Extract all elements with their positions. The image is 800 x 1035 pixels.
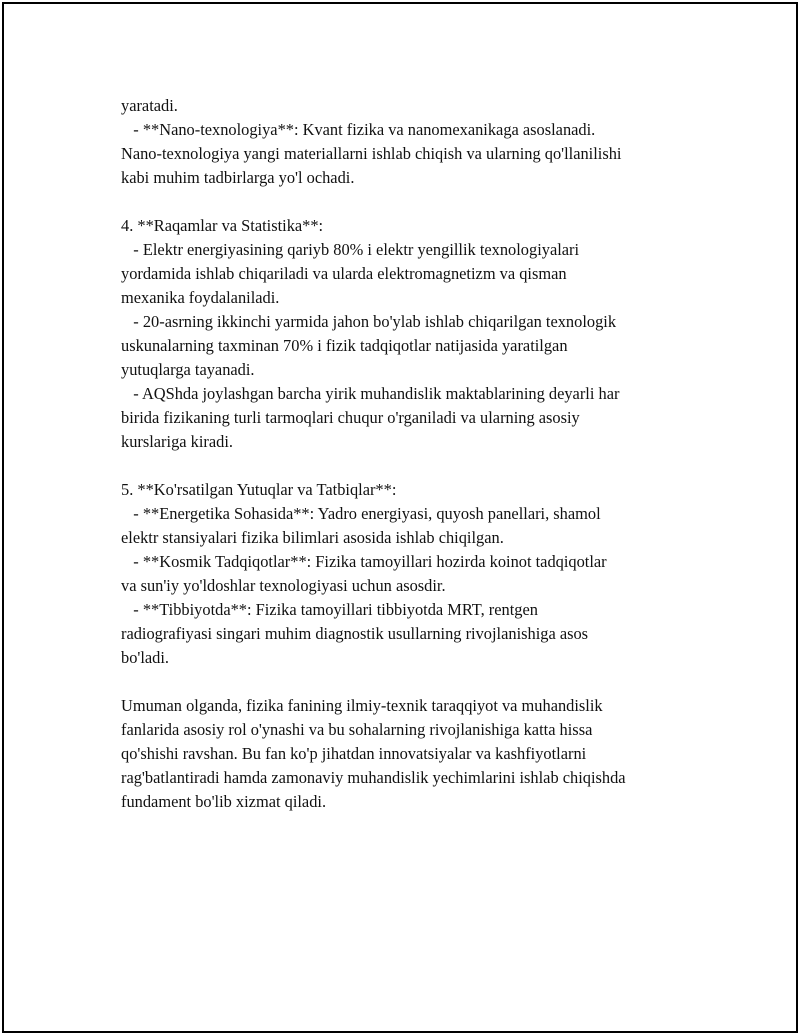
document-body bbox=[121, 94, 721, 814]
section-heading: 4. **Raqamlar va Statistika**: bbox=[121, 216, 324, 235]
list-item-space-research: - **Kosmik Tadqiqotlar**: Fizika tamoyillari hozirda koinot tadqiqotlar bbox=[121, 552, 607, 571]
text-line: qo'shishi ravshan. Bu fan ko'p jihatdan innovatsiyalar va kashfiyotlarni bbox=[121, 744, 587, 763]
section-heading: 5. **Ko'rsatilgan Yutuqlar va Tatbiqlar**: bbox=[121, 480, 397, 499]
section-achievements bbox=[121, 478, 721, 670]
list-item-electric-energy: - Elektr energiyasining qariyb 80% i elektr yengillik texnologiyalari bbox=[121, 240, 580, 259]
text-line: elektr stansiyalari fizika bilimlari asosida ishlab chiqilgan. bbox=[121, 528, 504, 547]
text-line: yutuqlarga tayanadi. bbox=[121, 360, 255, 379]
list-item-medicine: - **Tibbiyotda**: Fizika tamoyillari tibbiyotda MRT, rentgen bbox=[121, 600, 538, 619]
text-line: uskunalarning taxminan 70% i fizik tadqiqotlar natijasida yaratilgan bbox=[121, 336, 568, 355]
text-line: Nano-texnologiya yangi materiallarni ishlab chiqish va ularning qo'llanilishi bbox=[121, 144, 622, 163]
text-line: kurslariga kiradi. bbox=[121, 432, 233, 451]
text-line: yaratadi. bbox=[121, 96, 178, 115]
text-line: birida fizikaning turli tarmoqlari chuqur o'rganiladi va ularning asosiy bbox=[121, 408, 580, 427]
text-line: yordamida ishlab chiqariladi va ularda elektromagnetizm va qisman bbox=[121, 264, 567, 283]
text-line: bo'ladi. bbox=[121, 648, 170, 667]
text-line: Umuman olganda, fizika fanining ilmiy-texnik taraqqiyot va muhandislik bbox=[121, 696, 603, 715]
list-item-nano-technology: - **Nano-texnologiya**: Kvant fizika va nanomexanikaga asoslanadi. bbox=[121, 120, 596, 139]
text-line: kabi muhim tadbirlarga yo'l ochadi. bbox=[121, 168, 355, 187]
paragraph-nano-technology bbox=[121, 94, 721, 190]
paragraph-spacer bbox=[121, 454, 721, 478]
list-item-usa-schools: - AQShda joylashgan barcha yirik muhandislik maktablarining deyarli har bbox=[121, 384, 620, 403]
paragraph-spacer bbox=[121, 670, 721, 694]
paragraph-spacer bbox=[121, 190, 721, 214]
text-line: fanlarida asosiy rol o'ynashi va bu sohalarning rivojlanishiga katta hissa bbox=[121, 720, 593, 739]
text-line: mexanika foydalaniladi. bbox=[121, 288, 280, 307]
section-numbers-statistics bbox=[121, 214, 721, 454]
list-item-20th-century: - 20-asrning ikkinchi yarmida jahon bo'ylab ishlab chiqarilgan texnologik bbox=[121, 312, 617, 331]
text-line: radiografiyasi singari muhim diagnostik usullarning rivojlanishiga asos bbox=[121, 624, 589, 643]
page-frame bbox=[2, 2, 798, 1033]
paragraph-conclusion bbox=[121, 694, 721, 814]
list-item-energy: - **Energetika Sohasida**: Yadro energiyasi, quyosh panellari, shamol bbox=[121, 504, 601, 523]
text-line: rag'batlantiradi hamda zamonaviy muhandislik yechimlarini ishlab chiqishda bbox=[121, 768, 626, 787]
text-line: fundament bo'lib xizmat qiladi. bbox=[121, 792, 327, 811]
text-line: va sun'iy yo'ldoshlar texnologiyasi uchun asosdir. bbox=[121, 576, 446, 595]
